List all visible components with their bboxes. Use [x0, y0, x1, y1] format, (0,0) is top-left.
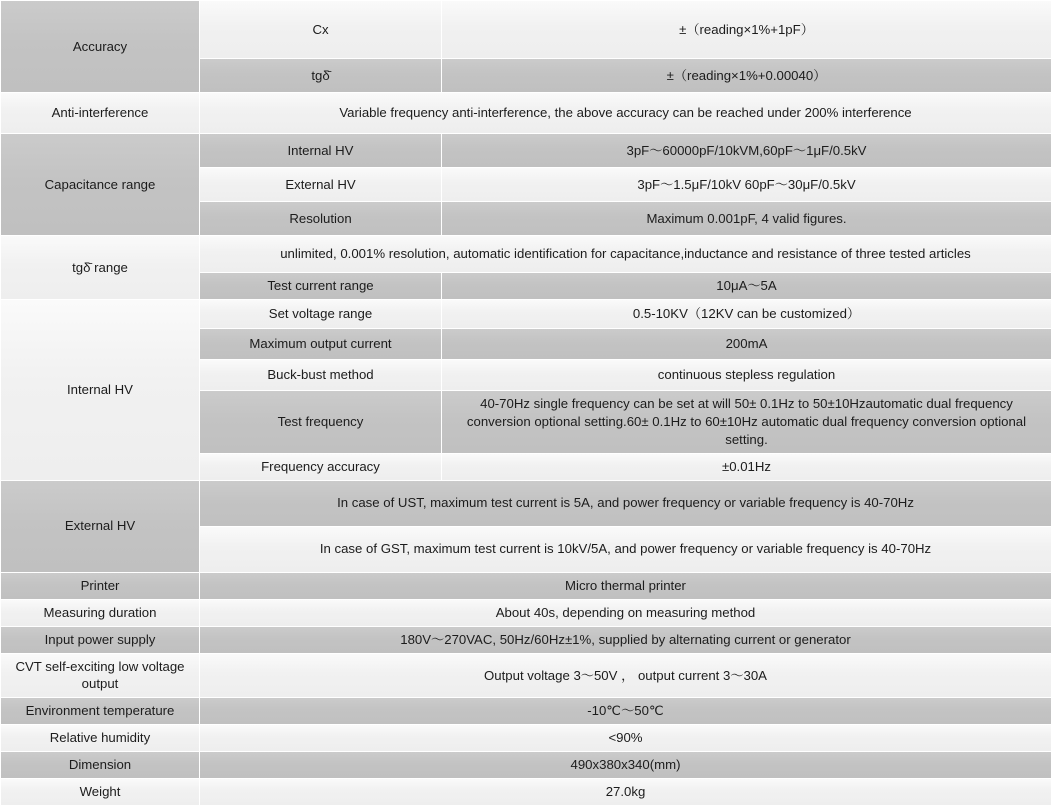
- row-value-internal-hv-test-frequency: 40-70Hz single frequency can be set at will 50± 0.1Hz to 50±10Hzautomatic dual frequency conversion optional setting.60± 0.1Hz to 60±10Hz automatic dual frequency conversion optional setting.: [442, 391, 1051, 453]
- row-subheading-test-current-range: Test current range: [200, 273, 441, 299]
- row-label-printer: Printer: [1, 573, 199, 599]
- row-subheading-internal-hv-test-frequency: Test frequency: [200, 391, 441, 453]
- table-row: [1, 600, 1051, 626]
- row-group-label-tgd-range: tgδ̄ range: [1, 236, 199, 299]
- row-value-accuracy-tgd: ±（reading×1%+0.00040）: [442, 59, 1051, 92]
- row-value-capacitance-internal-hv: 3pF～60000pF/10kVM,60pF～1μF/0.5kV: [442, 134, 1051, 167]
- table-row: [1, 627, 1051, 653]
- row-subheading-accuracy-tgd: tgδ̄: [200, 59, 441, 92]
- row-label-weight: Weight: [1, 779, 199, 805]
- table-row: [1, 654, 1051, 698]
- row-value-internal-hv-buck-bust: continuous stepless regulation: [442, 360, 1051, 390]
- row-value-internal-hv-max-output-current: 200mA: [442, 329, 1051, 359]
- table-row: [1, 236, 1051, 272]
- row-value-internal-hv-set-voltage: 0.5-10KV（12KV can be customized）: [442, 300, 1051, 328]
- row-group-label-capacitance-internal-hv: Capacitance range: [1, 134, 199, 235]
- row-group-label-anti-interference: Anti-interference: [1, 93, 199, 133]
- specifications-table-body: [1, 1, 1051, 805]
- row-group-label-external-hv-ust: External HV: [1, 481, 199, 572]
- row-value-cvt-low-voltage-output: Output voltage 3～50V ， output current 3～30A: [200, 654, 1051, 698]
- row-value-external-hv-ust: In case of UST, maximum test current is 5A, and power frequency or variable frequency is 40-70Hz: [200, 481, 1051, 526]
- row-label-measuring-duration: Measuring duration: [1, 600, 199, 626]
- row-subheading-internal-hv-max-output-current: Maximum output current: [200, 329, 441, 359]
- row-value-input-power-supply: 180V～270VAC, 50Hz/60Hz±1%, supplied by alternating current or generator: [200, 627, 1051, 653]
- row-label-input-power-supply: Input power supply: [1, 627, 199, 653]
- row-label-relative-humidity: Relative humidity: [1, 725, 199, 751]
- table-row: [1, 698, 1051, 724]
- table-row: [1, 300, 1051, 328]
- table-row: [1, 93, 1051, 133]
- table-row: [1, 725, 1051, 751]
- table-row: [1, 481, 1051, 526]
- row-value-external-hv-gst: In case of GST, maximum test current is 10kV/5A, and power frequency or variable frequency is 40-70Hz: [200, 527, 1051, 572]
- table-row: [1, 134, 1051, 167]
- row-value-capacitance-external-hv: 3pF～1.5μF/10kV 60pF～30μF/0.5kV: [442, 168, 1051, 201]
- row-value-tgd-range: unlimited, 0.001% resolution, automatic identification for capacitance,inductance and resistance of three tested articles: [200, 236, 1051, 272]
- row-label-environment-temperature: Environment temperature: [1, 698, 199, 724]
- row-value-environment-temperature: -10℃～50℃: [200, 698, 1051, 724]
- row-subheading-internal-hv-set-voltage: Set voltage range: [200, 300, 441, 328]
- row-value-test-current-range: 10μA～5A: [442, 273, 1051, 299]
- row-value-printer: Micro thermal printer: [200, 573, 1051, 599]
- row-subheading-internal-hv-buck-bust: Buck-bust method: [200, 360, 441, 390]
- row-value-capacitance-resolution: Maximum 0.001pF, 4 valid figures.: [442, 202, 1051, 235]
- row-subheading-capacitance-internal-hv: Internal HV: [200, 134, 441, 167]
- row-subheading-internal-hv-frequency-accuracy: Frequency accuracy: [200, 454, 441, 480]
- row-group-label-internal-hv-set-voltage: Internal HV: [1, 300, 199, 480]
- row-label-cvt-low-voltage-output: CVT self-exciting low voltage output: [1, 654, 199, 698]
- row-value-weight: 27.0kg: [200, 779, 1051, 805]
- table-row: [1, 573, 1051, 599]
- row-value-accuracy-cx: ±（reading×1%+1pF）: [442, 1, 1051, 58]
- table-row: [1, 1, 1051, 58]
- row-subheading-capacitance-external-hv: External HV: [200, 168, 441, 201]
- row-label-dimension: Dimension: [1, 752, 199, 778]
- row-group-label-accuracy-cx: Accuracy: [1, 1, 199, 92]
- row-value-anti-interference: Variable frequency anti-interference, the above accuracy can be reached under 200% interference: [200, 93, 1051, 133]
- table-row: [1, 779, 1051, 805]
- row-value-internal-hv-frequency-accuracy: ±0.01Hz: [442, 454, 1051, 480]
- row-value-dimension: 490x380x340(mm): [200, 752, 1051, 778]
- row-value-measuring-duration: About 40s, depending on measuring method: [200, 600, 1051, 626]
- table-row: [1, 752, 1051, 778]
- row-subheading-accuracy-cx: Cx: [200, 1, 441, 58]
- row-subheading-capacitance-resolution: Resolution: [200, 202, 441, 235]
- row-value-relative-humidity: <90%: [200, 725, 1051, 751]
